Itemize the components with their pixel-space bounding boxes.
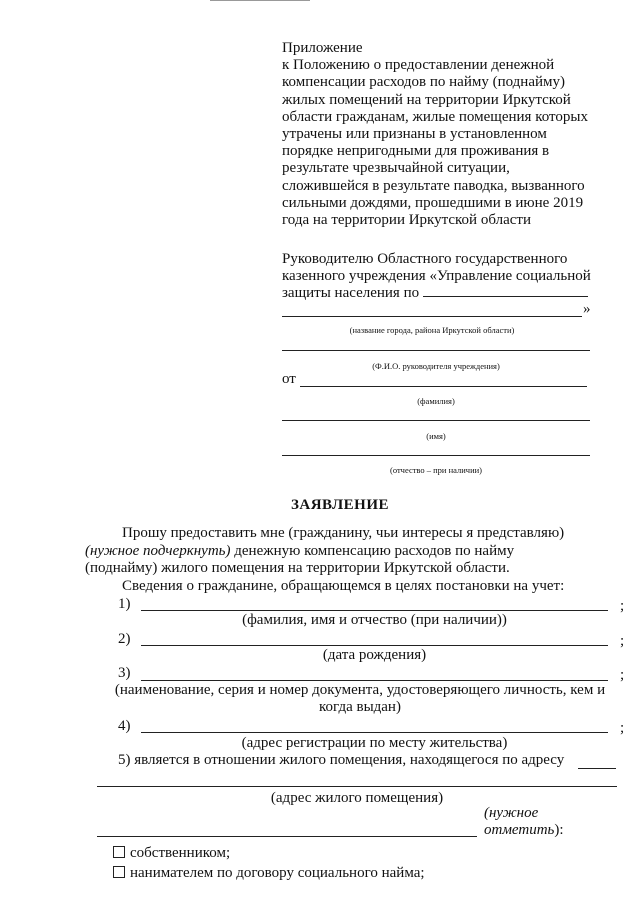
recipient-line: защиты населения по [282, 285, 420, 302]
caption-fullname: (фамилия, имя и отчество (при наличии)) [242, 612, 507, 628]
property-address-line-3[interactable] [97, 836, 477, 837]
caption-name: (имя) [426, 431, 446, 441]
select-note-tail: ): [554, 822, 564, 838]
caption-city: (название города, района Иркутской области) [349, 325, 515, 335]
field-number: 4) [118, 718, 131, 734]
document-title: ЗАЯВЛЕНИЕ [290, 497, 390, 513]
city-blank-line-2[interactable] [282, 316, 582, 317]
appendix-line: сильными дождями, прошедшими в июне 2019 [282, 194, 584, 211]
field-number: 1) [118, 596, 131, 612]
recipient-line: Руководителю Областного государственного [282, 251, 568, 267]
semicolon: ; [620, 598, 625, 614]
appendix-line: порядке непригодными для проживания в [282, 143, 550, 160]
field-number: 3) [118, 665, 131, 681]
surname-line[interactable] [300, 386, 587, 387]
recipient-line: казенного учреждения «Управление социальной [282, 268, 591, 285]
patronymic-line[interactable] [282, 455, 590, 456]
option-social-tenant[interactable] [113, 865, 425, 882]
option-social-tenant-label: нанимателем по договору социального найма; [130, 865, 425, 881]
select-note-1: (нужное [484, 805, 539, 821]
request-line-2 [85, 543, 595, 561]
appendix-line: компенсации расходов по найму (поднайму) [282, 74, 566, 91]
appendix-header [282, 40, 602, 229]
field-number: 2) [118, 631, 131, 647]
caption-patronymic: (отчество – при наличии) [390, 465, 482, 475]
appendix-line: результате чрезвычайной ситуации, [282, 160, 510, 177]
quote-close: » [583, 301, 591, 317]
semicolon: ; [620, 720, 625, 736]
birthdate-line[interactable] [141, 645, 608, 646]
appendix-line: сложившейся в результате паводка, вызванного [282, 177, 585, 194]
from-label: от [282, 371, 296, 387]
caption-birthdate: (дата рождения) [322, 647, 427, 663]
caption-head-fio: (Ф.И.О. руководителя учреждения) [372, 361, 500, 371]
property-address-line-2[interactable] [97, 786, 617, 787]
request-line-2-rest: денежную компенсацию расходов по найму [230, 542, 515, 559]
info-intro: Сведения о гражданине, обращающемся в целях постановки на учет: [122, 577, 565, 594]
top-edge-rule [210, 0, 310, 1]
caption-property-address: (адрес жилого помещения) [270, 790, 444, 806]
appendix-line: утрачены или признаны в установленном [282, 126, 547, 143]
request-paragraph [85, 525, 595, 595]
checkbox-owner[interactable] [113, 846, 125, 858]
head-fio-line[interactable] [282, 350, 590, 351]
appendix-line: области гражданам, жилые помещения которых [282, 108, 588, 125]
registration-address-line[interactable] [141, 732, 608, 733]
option-owner[interactable] [113, 845, 230, 862]
appendix-line: к Положению о предоставлении денежной [282, 57, 555, 74]
checkbox-social-tenant[interactable] [113, 866, 125, 878]
recipient-block [282, 251, 612, 303]
city-blank-line-1[interactable] [423, 296, 588, 297]
name-line[interactable] [282, 420, 590, 421]
select-note-word: отметить [484, 822, 555, 838]
caption-registration-address: (адрес регистрации по месту жительства) [241, 735, 508, 751]
request-line-3: (поднайму) жилого помещения на территории Иркутской области. [85, 560, 510, 576]
appendix-line: жилых помещений на территории Иркутской [282, 91, 571, 108]
option-owner-label: собственником; [130, 845, 231, 861]
appendix-line: Приложение [282, 40, 363, 56]
item5-text: 5) является в отношении жилого помещения, находящегося по адресу [118, 752, 565, 768]
request-line-1: Прошу предоставить мне (гражданину, чьи интересы я представляю) [122, 525, 565, 541]
fullname-line[interactable] [141, 610, 608, 611]
caption-id-document: (наименование, серия и номер документа, удостоверяющего личность, кем и когда выдан) [114, 682, 606, 715]
appendix-line: года на территории Иркутской области [282, 212, 531, 229]
semicolon: ; [620, 633, 625, 649]
select-note-2 [484, 822, 564, 839]
caption-surname: (фамилия) [417, 396, 455, 406]
property-address-line-1[interactable] [578, 768, 616, 769]
semicolon: ; [620, 667, 625, 683]
underline-hint: (нужное подчеркнуть) [85, 542, 231, 559]
id-document-line[interactable] [141, 680, 608, 681]
